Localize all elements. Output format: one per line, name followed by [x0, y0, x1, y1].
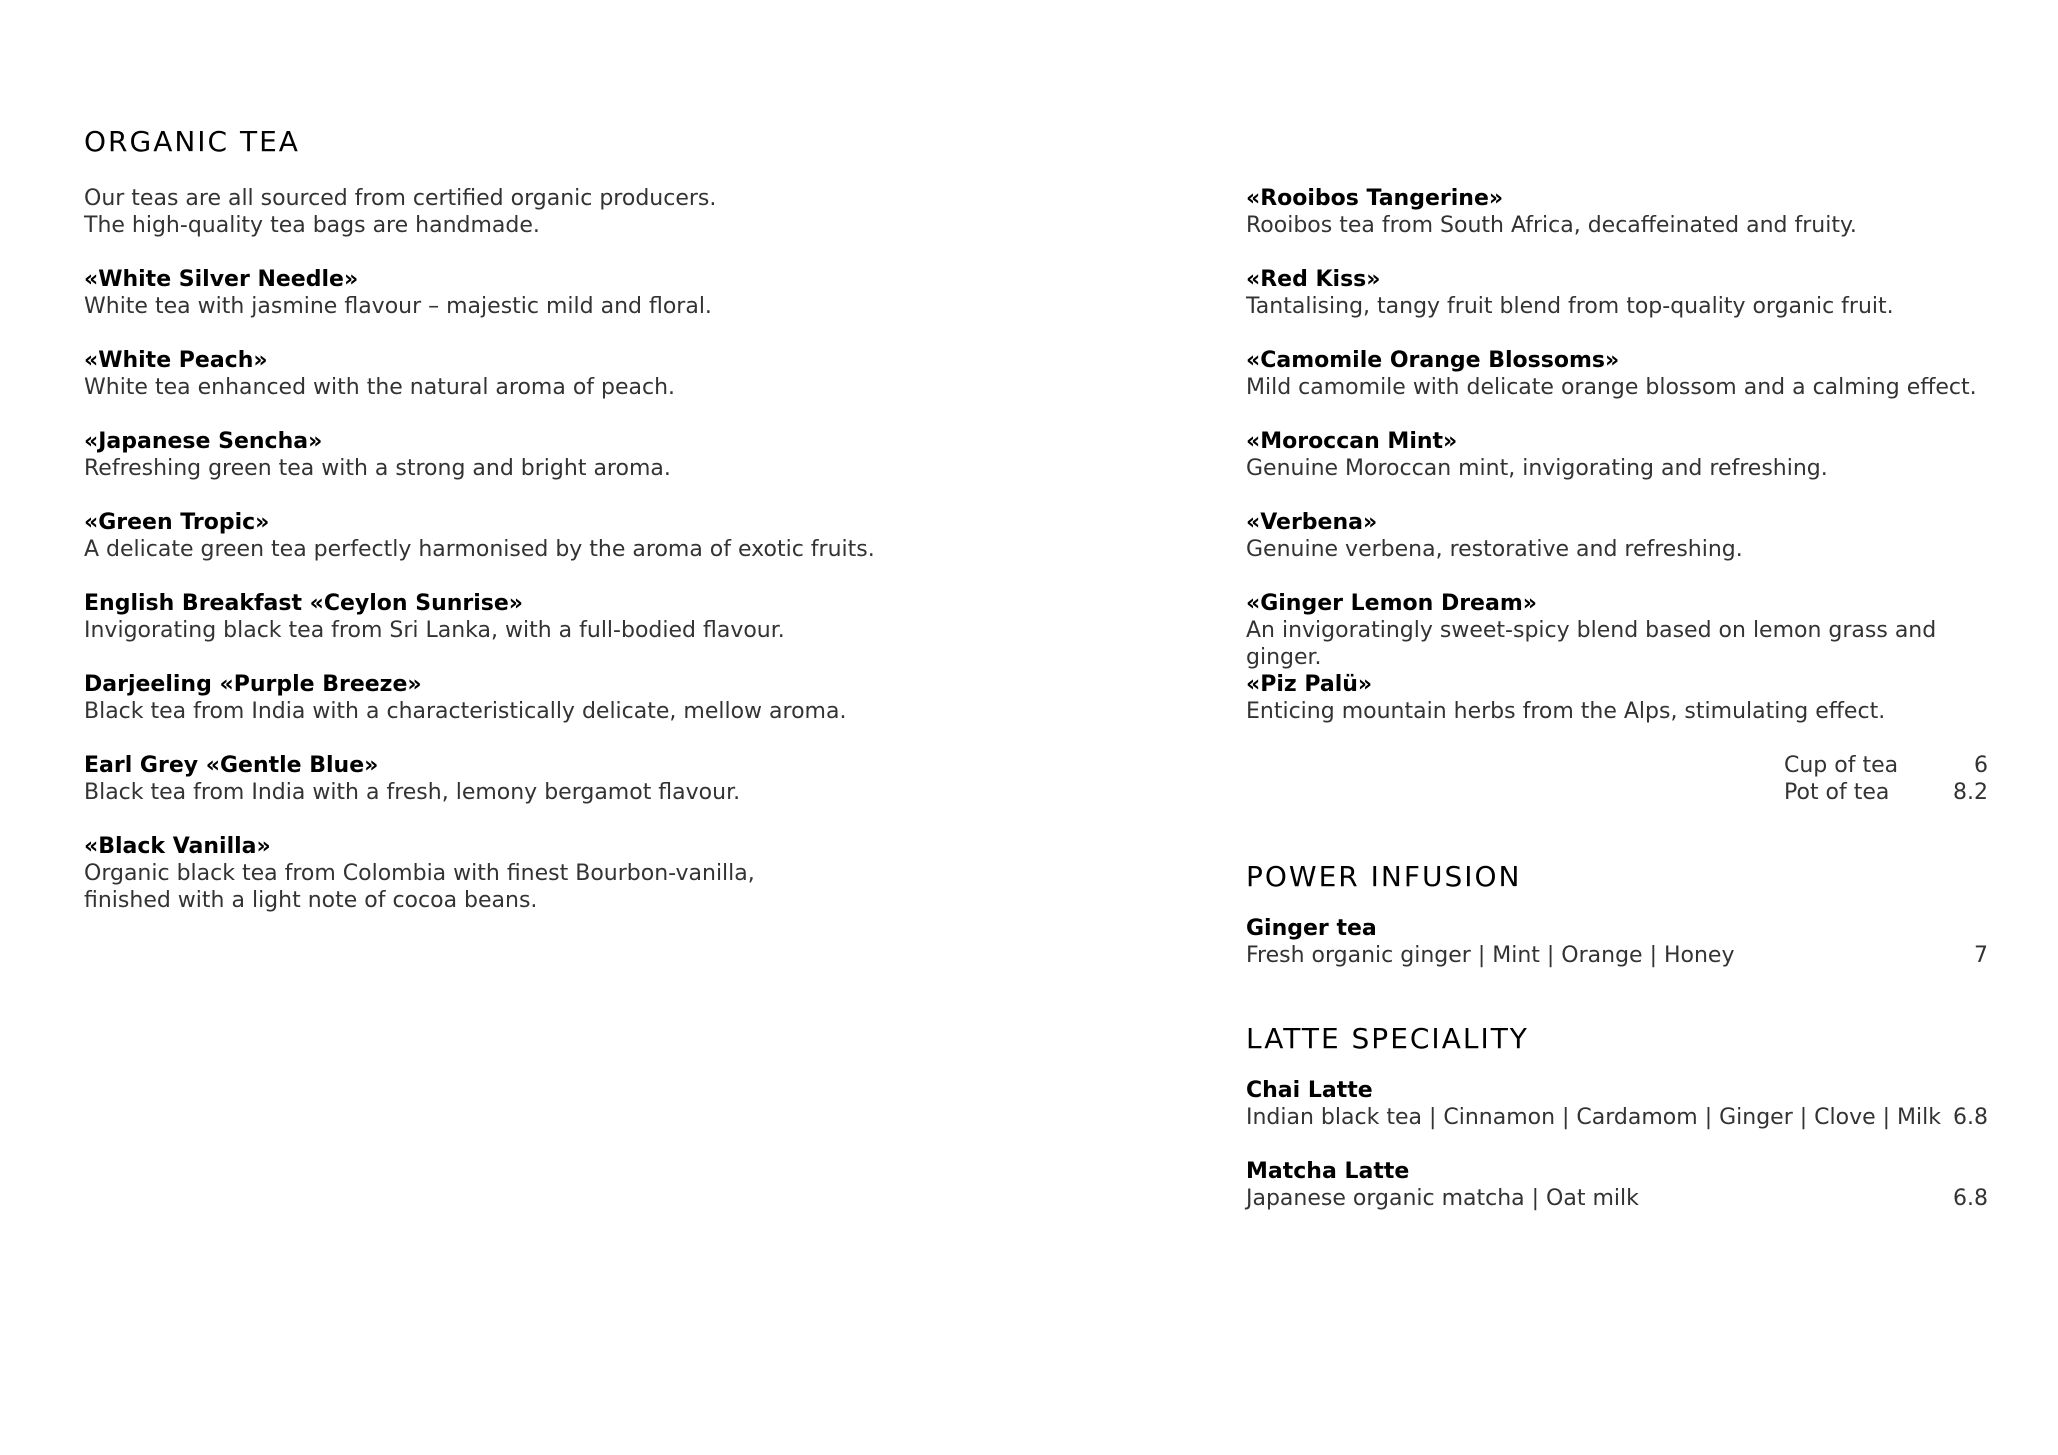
intro-text	[84, 185, 1084, 239]
price-row-pot	[1784, 779, 1988, 806]
organic-tea-heading: ORGANIC TEA	[84, 125, 300, 158]
item-desc: Invigorating black tea from Sri Lanka, with a full-bodied flavour.	[84, 618, 785, 643]
intro-line: Our teas are all sourced from certified organic producers.	[84, 186, 717, 211]
item-desc: White tea with jasmine flavour – majestic mild and floral.	[84, 294, 712, 319]
menu-item	[84, 266, 1084, 320]
item-name: «Black Vanilla»	[84, 834, 271, 859]
item-name: Ginger tea	[1246, 916, 1377, 941]
menu-item	[84, 509, 1084, 563]
item-name: English Breakfast «Ceylon Sunrise»	[84, 591, 524, 616]
item-desc: Organic black tea from Colombia with finest Bourbon-vanilla,	[84, 861, 755, 886]
item-desc: Indian black tea | Cinnamon | Cardamom | Ginger | Clove | Milk	[1246, 1105, 1941, 1130]
item-desc: White tea enhanced with the natural aroma of peach.	[84, 375, 676, 400]
item-desc: Fresh organic ginger | Mint | Orange | Honey	[1246, 943, 1735, 968]
item-name: Chai Latte	[1246, 1078, 1373, 1103]
menu-item	[1246, 266, 1986, 320]
menu-item	[84, 428, 1084, 482]
menu-item	[1246, 509, 1986, 563]
item-name: «Ginger Lemon Dream»	[1246, 591, 1537, 616]
menu-item	[1246, 185, 1986, 239]
item-name: «Verbena»	[1246, 510, 1378, 535]
item-name: «Rooibos Tangerine»	[1246, 186, 1504, 211]
menu-item	[1246, 347, 1986, 401]
item-desc: An invigoratingly sweet-spicy blend based on lemon grass and ginger.	[1246, 618, 1937, 670]
item-name: «Red Kiss»	[1246, 267, 1381, 292]
menu-item	[1246, 428, 1986, 482]
price-label: Cup of tea	[1784, 753, 1899, 778]
item-desc: Enticing mountain herbs from the Alps, stimulating effect.	[1246, 699, 1886, 724]
item-price: 7	[1974, 943, 1988, 968]
menu-item	[84, 671, 1084, 725]
item-name: «Green Tropic»	[84, 510, 270, 535]
item-name: Earl Grey «Gentle Blue»	[84, 753, 379, 778]
item-desc: Genuine Moroccan mint, invigorating and refreshing.	[1246, 456, 1828, 481]
item-desc: Rooibos tea from South Africa, decaffeinated and fruity.	[1246, 213, 1857, 238]
power-infusion-heading: POWER INFUSION	[1246, 860, 1522, 893]
menu-item	[1246, 1077, 1988, 1131]
price-value: 6	[1974, 753, 1988, 778]
item-desc: Black tea from India with a fresh, lemony bergamot flavour.	[84, 780, 741, 805]
menu-item	[84, 347, 1084, 401]
item-name: «Piz Palü»	[1246, 672, 1373, 697]
item-name: «Camomile Orange Blossoms»	[1246, 348, 1620, 373]
item-name: «Moroccan Mint»	[1246, 429, 1458, 454]
item-desc: Refreshing green tea with a strong and bright aroma.	[84, 456, 671, 481]
price-value: 8.2	[1953, 780, 1988, 805]
menu-item	[1246, 915, 1988, 969]
item-desc: A delicate green tea perfectly harmonised by the aroma of exotic fruits.	[84, 537, 875, 562]
menu-item	[84, 590, 1084, 644]
intro-line: The high-quality tea bags are handmade.	[84, 213, 540, 238]
item-desc: Black tea from India with a characteristically delicate, mellow aroma.	[84, 699, 847, 724]
item-desc: Mild camomile with delicate orange blossom and a calming effect.	[1246, 375, 1977, 400]
item-name: «White Silver Needle»	[84, 267, 359, 292]
item-desc: Tantalising, tangy fruit blend from top-quality organic fruit.	[1246, 294, 1894, 319]
price-label: Pot of tea	[1784, 780, 1890, 805]
item-desc: Japanese organic matcha | Oat milk	[1246, 1186, 1639, 1211]
item-name: «White Peach»	[84, 348, 268, 373]
menu-item	[84, 833, 1084, 914]
item-price: 6.8	[1953, 1186, 1988, 1211]
menu-item	[84, 752, 1084, 806]
item-name: Matcha Latte	[1246, 1159, 1410, 1184]
menu-item	[1246, 590, 1986, 671]
item-price: 6.8	[1953, 1105, 1988, 1130]
menu-item	[1246, 1158, 1988, 1212]
item-name: Darjeeling «Purple Breeze»	[84, 672, 422, 697]
item-name: «Japanese Sencha»	[84, 429, 323, 454]
menu-item	[1246, 671, 1986, 725]
price-row-cup	[1784, 752, 1988, 779]
item-desc: Genuine verbena, restorative and refreshing.	[1246, 537, 1743, 562]
item-desc: finished with a light note of cocoa beans.	[84, 888, 538, 913]
latte-speciality-heading: LATTE SPECIALITY	[1246, 1022, 1529, 1055]
